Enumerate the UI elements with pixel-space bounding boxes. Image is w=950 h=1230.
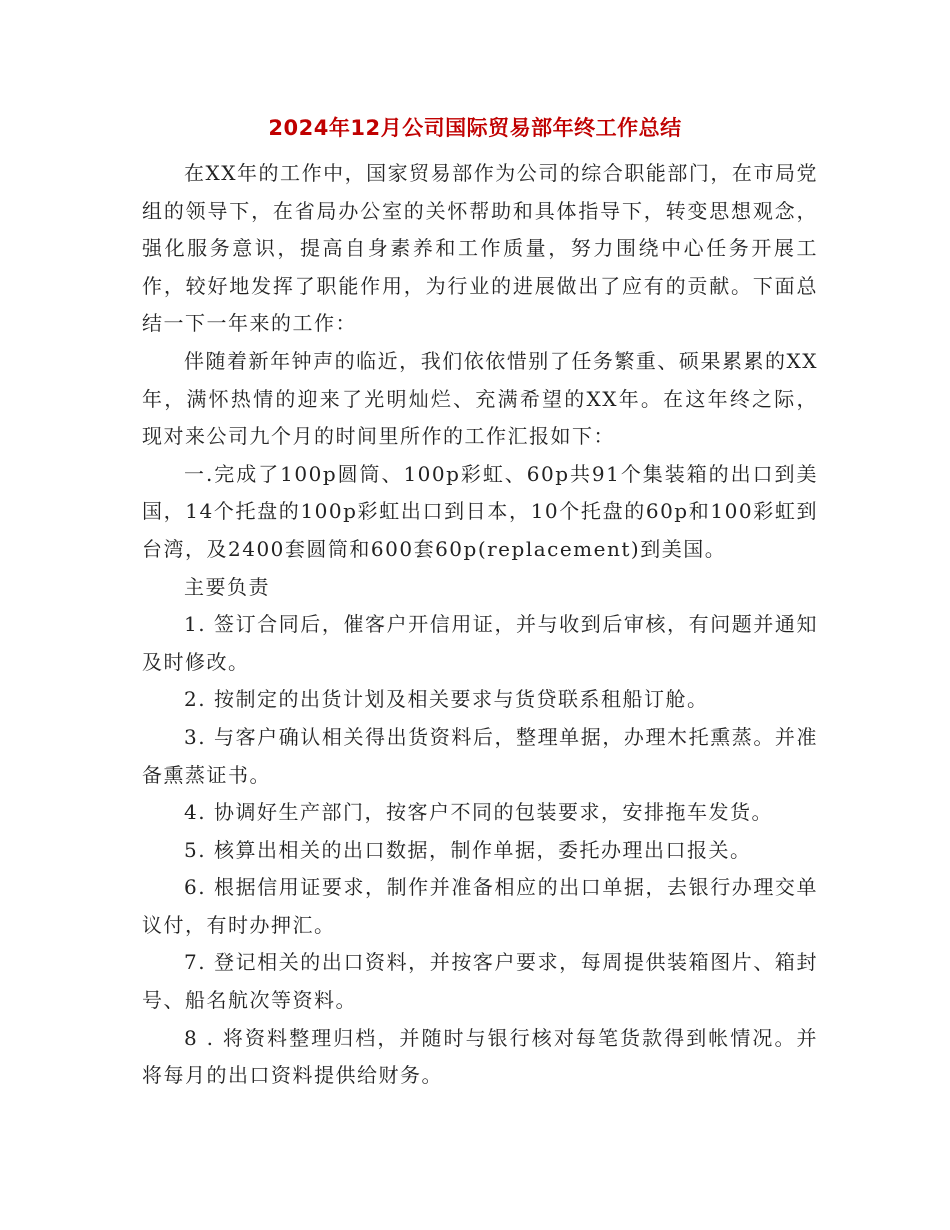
- document-title: 2024年12月公司国际贸易部年终工作总结: [268, 116, 682, 140]
- list-item-1: 1. 签订合同后，催客户开信用证，并与收到后审核，有问题并通知及时修改。: [142, 612, 818, 674]
- paragraph-year-end: 伴随着新年钟声的临近，我们依依惜别了任务繁重、硕果累累的XX年，满怀热情的迎来了光明灿烂、充满希望的XX年。在这年终之际，现对来公司九个月的时间里所作的工作汇报如下：: [142, 348, 818, 449]
- paragraph-responsibilities-heading: 主要负责: [184, 574, 270, 599]
- document-body: [142, 155, 818, 1095]
- list-item-4: 4. 协调好生产部门，按客户不同的包装要求，安排拖车发货。: [184, 800, 773, 825]
- paragraph-intro: 在XX年的工作中，国家贸易部作为公司的综合职能部门，在市局党组的领导下，在省局办公室的关怀帮助和具体指导下，转变思想观念，强化服务意识，提高自身素养和工作质量，努力围绕中心任务开展工作，较好地发挥了职能作用，为行业的进展做出了应有的贡献。下面总结一下一年来的工作：: [142, 161, 818, 336]
- list-item-8: 8 . 将资料整理归档，并随时与银行核对每笔货款得到帐情况。并将每月的出口资料提供给财务。: [142, 1025, 818, 1088]
- paragraph-achievements: 一.完成了100p圆筒、100p彩虹、60p共91个集装箱的出口到美国，14个托盘的100p彩虹出口到日本，10个托盘的60p和100彩虹到台湾，及2400套圆筒和600套60p(replacement)到美国。: [142, 461, 818, 561]
- list-item-3: 3. 与客户确认相关得出货资料后，整理单据，办理木托熏蒸。并准备熏蒸证书。: [142, 724, 818, 787]
- list-item-6: 6. 根据信用证要求，制作并准备相应的出口单据，去银行办理交单议付，有时办押汇。: [142, 875, 818, 937]
- list-item-5: 5. 核算出相关的出口数据，制作单据，委托办理出口报关。: [184, 837, 752, 862]
- list-item-2: 2. 按制定的出货计划及相关要求与货贷联系租船订舱。: [184, 687, 709, 712]
- list-item-7: 7. 登记相关的出口资料，并按客户要求，每周提供装箱图片、箱封号、船名航次等资料。: [142, 950, 818, 1013]
